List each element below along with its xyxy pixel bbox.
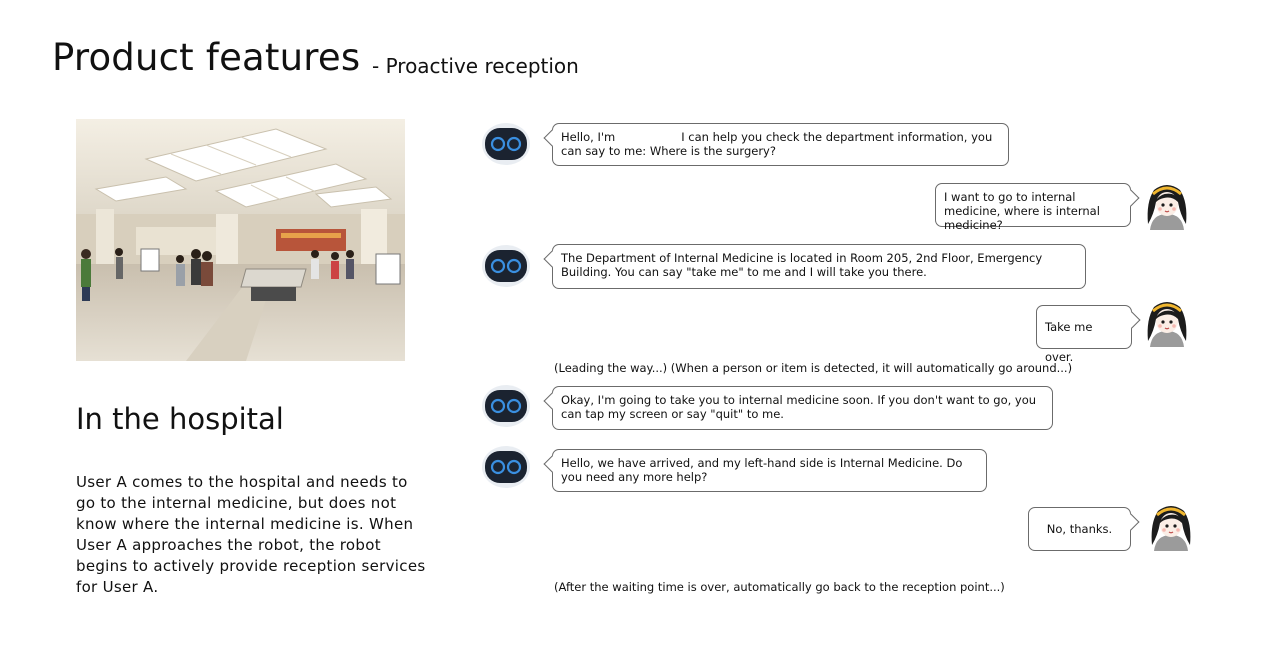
- robot-icon: [481, 244, 531, 288]
- process-note: (After the waiting time is over, automatically go back to the reception point...): [554, 580, 1005, 594]
- user-avatar-icon: [1146, 501, 1196, 553]
- chat-bubble-robot: [552, 244, 1086, 289]
- chat-bubble-robot: [552, 123, 1009, 166]
- message-text: Hello, we have arrived, and my left-hand side is Internal Medicine. Do you need any more help?: [561, 456, 963, 484]
- hospital-lobby-photo: [76, 119, 405, 361]
- chat-bubble-user: [1028, 507, 1131, 551]
- process-note: (Leading the way...) (When a person or item is detected, it will automatically go around...): [554, 361, 1073, 375]
- page-title: Product features: [52, 36, 361, 79]
- chat-bubble-user: [935, 183, 1131, 232]
- message-text: Take me over.: [1045, 320, 1093, 364]
- message-text: I want to go to internal medicine, where is internal medicine?: [944, 190, 1100, 232]
- chat-bubble-robot: [552, 386, 1053, 430]
- robot-icon: [481, 445, 531, 489]
- page-subtitle: - Proactive reception: [372, 54, 579, 78]
- hospital-lobby-illustration: [76, 119, 405, 361]
- user-avatar-icon: [1142, 297, 1192, 349]
- message-text: No, thanks.: [1046, 522, 1113, 536]
- robot-icon: [481, 384, 531, 428]
- scene-heading: In the hospital: [76, 402, 284, 436]
- chat-bubble-user: [1036, 305, 1132, 364]
- user-avatar-icon: [1142, 180, 1192, 232]
- message-text: I can help you check the department information, you can say to me: Where is the surgery?: [561, 130, 993, 158]
- message-text: Hello, I'm: [561, 130, 616, 144]
- message-text: Okay, I'm going to take you to internal medicine soon. If you don't want to go, you can tap my screen or say "quit" to me.: [561, 393, 1037, 421]
- robot-icon: [481, 122, 531, 166]
- scene-description: User A comes to the hospital and needs to go to the internal medicine, but does not know where the internal medicine is. When User A approaches the robot, the robot begins to actively provide reception services for User A.: [76, 473, 426, 596]
- message-text: The Department of Internal Medicine is located in Room 205, 2nd Floor, Emergency Building. You can say "take me" to me and I will take you there.: [561, 251, 1043, 279]
- chat-bubble-robot: [552, 449, 987, 492]
